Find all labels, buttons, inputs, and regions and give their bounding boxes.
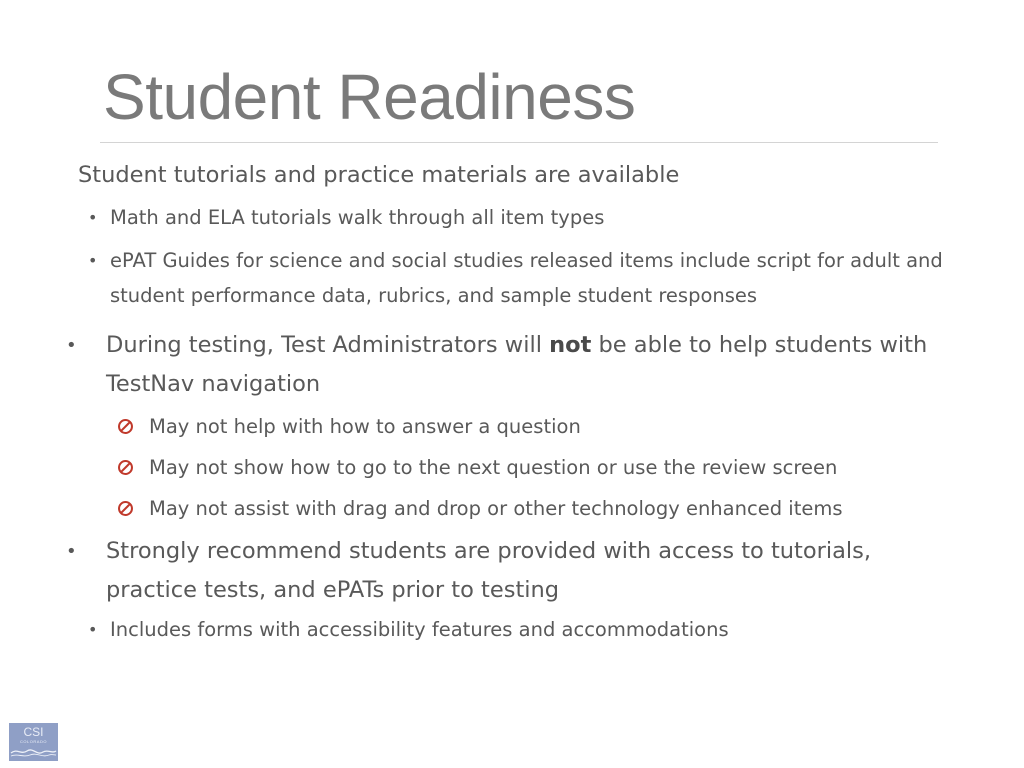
bullet-icon: • — [88, 620, 98, 639]
bullet-icon: • — [66, 541, 77, 562]
main-bullet-text: Strongly recommend students are provided with access to tutorials, practice tests, and ePATs prior to testing — [106, 538, 872, 603]
emphasis-text: not — [549, 332, 592, 358]
text-run: be able to help students with TestNav navigation — [106, 332, 928, 397]
prohibited-icon — [117, 418, 134, 435]
restriction-text: May not help with how to answer a question — [149, 414, 581, 438]
text-run: During testing, Test Administrators will — [106, 332, 550, 358]
restriction-text: May not show how to go to the next question or use the review screen — [149, 455, 838, 479]
slide-title: Student Readiness — [103, 61, 636, 133]
main-bullet-recommend — [66, 532, 946, 610]
restriction-item — [117, 409, 581, 443]
logo-text: CSI — [23, 725, 44, 739]
mountain-wave-icon — [9, 743, 58, 761]
csi-logo — [9, 723, 58, 761]
restriction-item — [117, 450, 837, 484]
list-item — [88, 200, 948, 235]
bullet-icon: • — [88, 251, 98, 270]
bullet-icon: • — [88, 208, 98, 227]
prohibited-icon — [117, 459, 134, 476]
title-divider — [100, 142, 938, 143]
list-item — [88, 612, 948, 647]
logo-subtext: COLORADO — [20, 739, 47, 744]
list-item-text: Math and ELA tutorials walk through all item types — [110, 206, 605, 229]
bullet-icon: • — [66, 335, 77, 356]
list-item — [88, 243, 948, 313]
list-item-text: Includes forms with accessibility features and accommodations — [110, 618, 729, 641]
intro-text: Student tutorials and practice materials are available — [78, 162, 680, 188]
list-item-text: ePAT Guides for science and social studies released items include script for adult and student performance data, rubrics, and sample student responses — [110, 249, 943, 307]
main-bullet-testing — [66, 326, 946, 404]
restriction-text: May not assist with drag and drop or other technology enhanced items — [149, 496, 843, 520]
restriction-item — [117, 491, 843, 525]
prohibited-icon — [117, 500, 134, 517]
main-bullet-text — [106, 326, 946, 404]
